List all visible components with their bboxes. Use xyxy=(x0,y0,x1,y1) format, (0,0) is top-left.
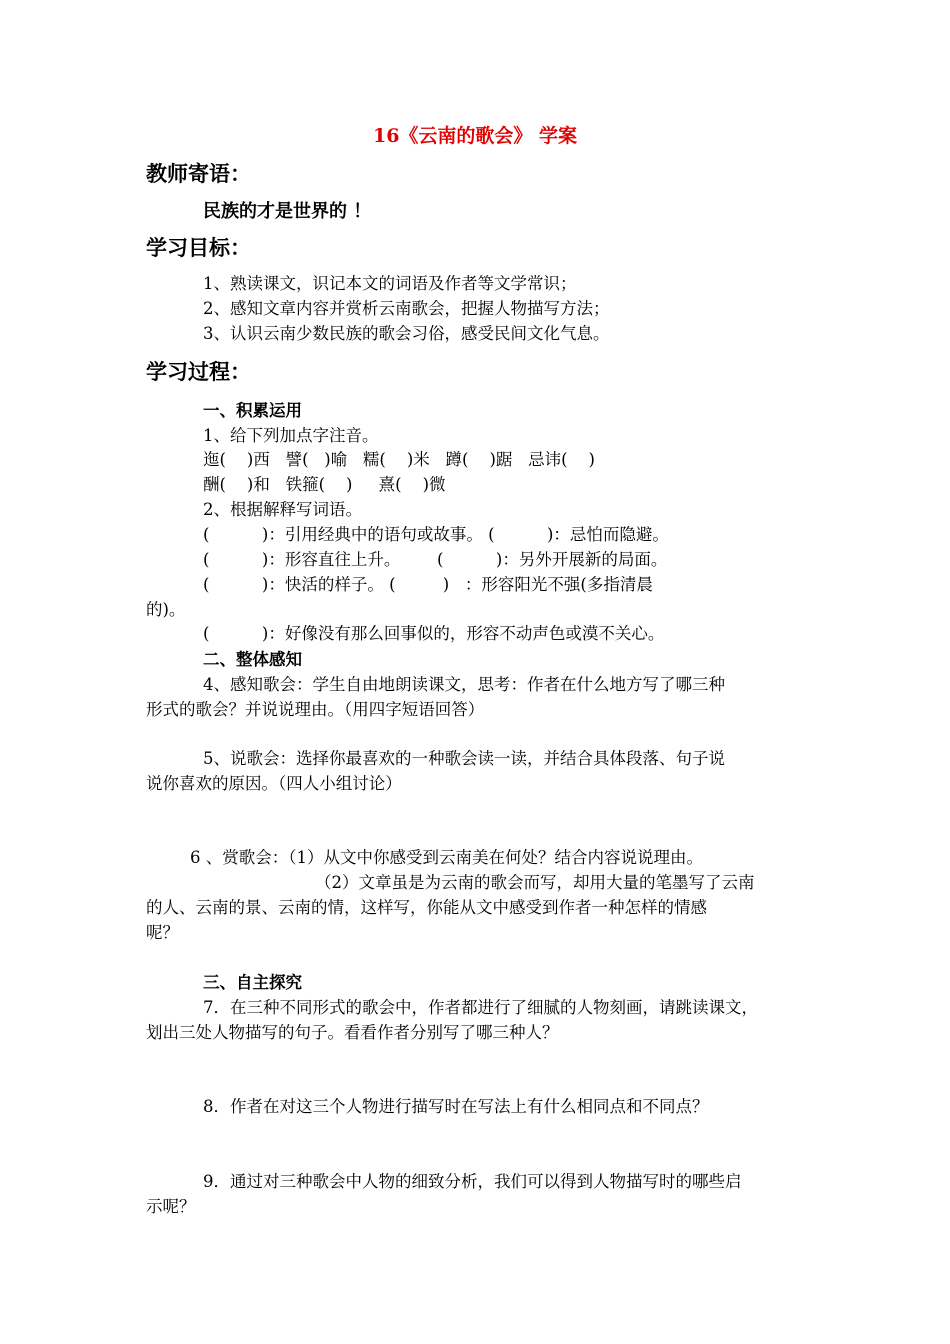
goal-item: 3、认识云南少数民族的歌会习俗，感受民间文化气息。 xyxy=(203,324,610,343)
words-row-2: ( )：形容直往上升。 ( )：另外开展新的局面。 xyxy=(203,550,668,569)
pinyin-row-2: 酬( )和 铁箍( ) 熹( )微 xyxy=(203,475,446,494)
words-row-3-cont: 的)。 xyxy=(146,600,186,619)
goal-item: 2、感知文章内容并赏析云南歌会，把握人物描写方法； xyxy=(203,299,610,318)
question-1: 1、给下列加点字注音。 xyxy=(203,426,379,445)
words-row-3: ( )：快活的样子。 ( ) ：形容阳光不强(多指清晨 xyxy=(203,575,653,594)
process-heading: 学习过程： xyxy=(146,359,251,384)
section-heading: 二、整体感知 xyxy=(203,650,302,669)
section-heading: 三、自主探究 xyxy=(203,973,302,992)
teacher-message: 民族的才是世界的 ！ xyxy=(203,201,372,222)
question-6-cont: 呢？ xyxy=(146,923,179,942)
question-6-part-2: （2）文章虽是为云南的歌会而写，却用大量的笔墨写了云南 xyxy=(315,873,755,892)
document-title: 16《云南的歌会》 学案 xyxy=(372,125,578,147)
section-heading: 一、积累运用 xyxy=(203,401,302,420)
question-4: 4、感知歌会：学生自由地朗读课文，思考：作者在什么地方写了哪三种 xyxy=(203,675,725,694)
question-9: 9．通过对三种歌会中人物的细致分析，我们可以得到人物描写时的哪些启 xyxy=(203,1172,742,1191)
goal-item: 1、熟读课文，识记本文的词语及作者等文学常识； xyxy=(203,274,577,293)
question-5-cont: 说你喜欢的原因。（四人小组讨论） xyxy=(146,774,402,793)
question-8: 8．作者在对这三个人物进行描写时在写法上有什么相同点和不同点？ xyxy=(203,1097,709,1116)
pinyin-row-1: 迤( )西 譬( )喻 糯( )米 蹲( )踞 忌讳( ) xyxy=(203,450,595,469)
question-2: 2、根据解释写词语。 xyxy=(203,500,362,519)
teacher-message-heading: 教师寄语： xyxy=(146,161,251,186)
goals-heading: 学习目标： xyxy=(146,235,251,260)
question-4-cont: 形式的歌会？并说说理由。（用四字短语回答） xyxy=(146,700,485,719)
words-row-4: ( )：好像没有那么回事似的，形容不动声色或漠不关心。 xyxy=(203,624,665,643)
question-6: 6 、赏歌会：（1）从文中你感受到云南美在何处？结合内容说说理由。 xyxy=(190,848,703,867)
question-5: 5、说歌会：选择你最喜欢的一种歌会读一读，并结合具体段落、句子说 xyxy=(203,749,725,768)
question-7: 7．在三种不同形式的歌会中，作者都进行了细腻的人物刻画，请跳读课文， xyxy=(203,998,758,1017)
question-9-cont: 示呢？ xyxy=(146,1197,196,1216)
question-7-cont: 划出三处人物描写的句子。看看作者分别写了哪三种人？ xyxy=(146,1023,559,1042)
question-6-cont: 的人、云南的景、云南的情，这样写，你能从文中感受到作者一种怎样的情感 xyxy=(146,898,707,917)
words-row-1: ( )：引用经典中的语句或故事。 ( )：忌怕而隐避。 xyxy=(203,525,669,544)
